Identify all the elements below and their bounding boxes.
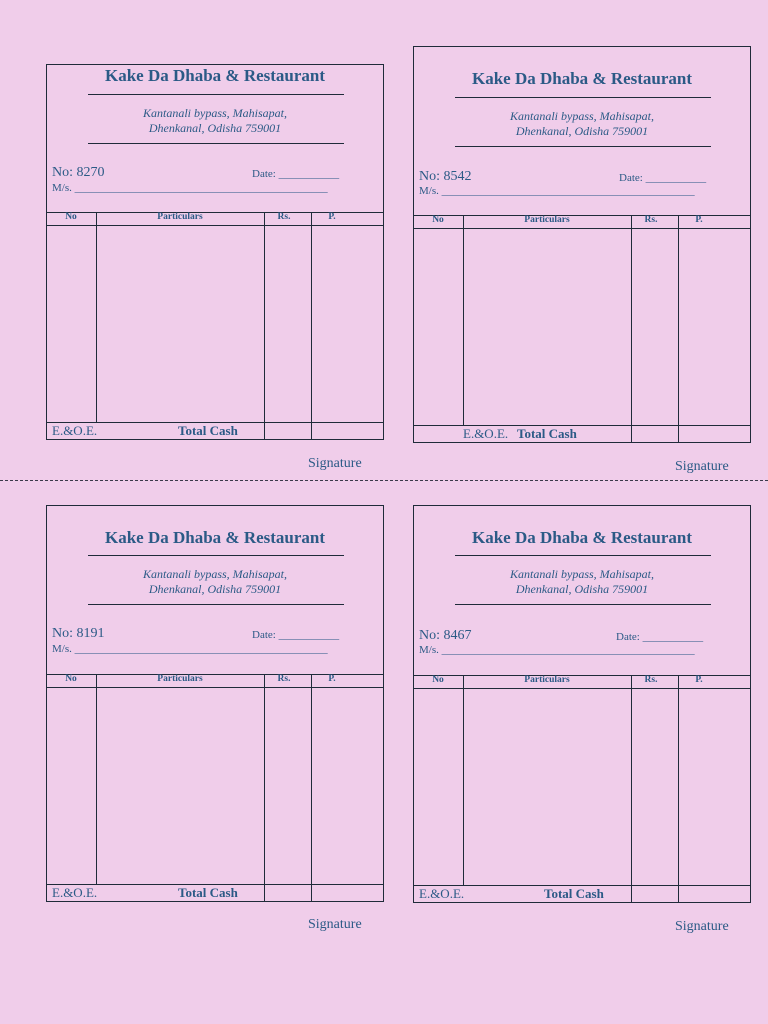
title-rule [455,97,711,98]
restaurant-title: Kake Da Dhaba & Restaurant [104,528,326,547]
ms-field: M/s. ______________________________________________ [52,182,328,194]
bill-number: No: 8542 [419,169,472,184]
eoe-label: E.&O.E. [52,423,98,438]
address-line-2: Dhenkanal, Odisha 759001 [148,582,282,596]
col-rs-header: Rs. [644,215,658,225]
date-field: Date: ___________ [619,172,707,184]
cut-line [0,480,768,481]
col-particulars-header: Particulars [524,675,570,685]
col-particulars-header: Particulars [157,674,203,684]
address-rule [455,604,711,605]
title-rule [455,555,711,556]
col-no-header: No [65,212,77,222]
title-rule [88,555,344,556]
col-divider [631,675,632,903]
address-line-2: Dhenkanal, Odisha 759001 [515,124,649,138]
col-p-header: P. [695,675,703,685]
col-divider [678,215,679,443]
signature-label: Signature [675,919,729,934]
col-rs-header: Rs. [277,674,291,684]
signature-label: Signature [308,456,362,471]
address-rule [455,146,711,147]
address-line-1: Kantanali bypass, Mahisapat, [142,567,287,581]
address-line-2: Dhenkanal, Odisha 759001 [515,582,649,596]
col-divider [463,215,464,425]
col-p-header: P. [328,674,336,684]
address-line-1: Kantanali bypass, Mahisapat, [509,109,654,123]
total-cash-label: Total Cash [544,886,604,901]
bill-number: No: 8270 [52,165,105,180]
bill-number: No: 8467 [419,628,472,643]
col-no-header: No [65,674,77,684]
col-divider [96,212,97,422]
ms-field: M/s. ______________________________________________ [52,643,328,655]
col-rs-header: Rs. [644,675,658,685]
col-rs-header: Rs. [277,212,291,222]
restaurant-title: Kake Da Dhaba & Restaurant [471,69,693,88]
restaurant-title: Kake Da Dhaba & Restaurant [104,66,326,85]
date-field: Date: ___________ [252,168,340,180]
eoe-label: E.&O.E. [463,426,509,441]
address-line-1: Kantanali bypass, Mahisapat, [142,106,287,120]
col-no-header: No [432,675,444,685]
col-divider [678,675,679,903]
col-p-header: P. [695,215,703,225]
address-line-1: Kantanali bypass, Mahisapat, [509,567,654,581]
ms-field: M/s. ______________________________________________ [419,185,695,197]
title-rule [88,94,344,95]
signature-label: Signature [675,459,729,474]
col-divider [463,675,464,885]
total-cash-label: Total Cash [178,885,238,900]
eoe-label: E.&O.E. [419,886,465,901]
col-divider [311,674,312,902]
col-particulars-header: Particulars [524,215,570,225]
restaurant-title: Kake Da Dhaba & Restaurant [471,528,693,547]
signature-label: Signature [308,917,362,932]
total-cash-label: Total Cash [517,426,577,441]
col-particulars-header: Particulars [157,212,203,222]
total-cash-label: Total Cash [178,423,238,438]
col-p-header: P. [328,212,336,222]
address-line-2: Dhenkanal, Odisha 759001 [148,121,282,135]
col-divider [96,674,97,884]
col-divider [264,212,265,440]
date-field: Date: ___________ [252,629,340,641]
bill-number: No: 8191 [52,626,105,641]
ms-field: M/s. ______________________________________________ [419,644,695,656]
eoe-label: E.&O.E. [52,885,98,900]
address-rule [88,604,344,605]
date-field: Date: ___________ [616,631,704,643]
col-divider [631,215,632,443]
col-no-header: No [432,215,444,225]
col-divider [264,674,265,902]
address-rule [88,143,344,144]
col-divider [311,212,312,440]
